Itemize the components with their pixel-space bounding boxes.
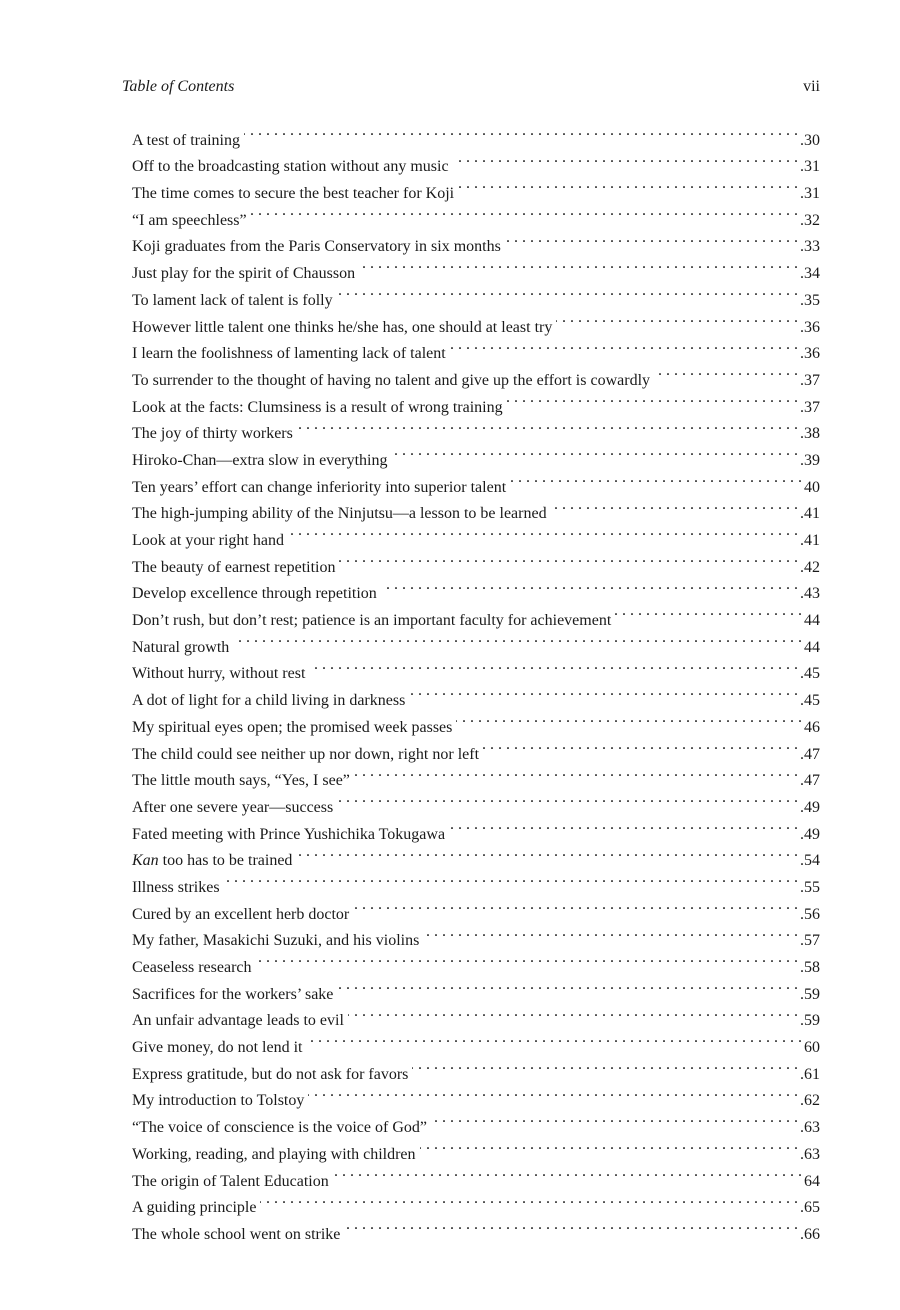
toc-entry-title-text: Ten years’ effort can change inferiority into superior talent — [132, 478, 507, 496]
dot-leader — [392, 438, 799, 465]
toc-entry — [132, 892, 820, 923]
dot-leader — [337, 278, 798, 305]
toc-entry-page: .30 — [800, 131, 820, 149]
table-of-contents — [132, 118, 820, 1243]
toc-entry-page: .62 — [800, 1092, 820, 1110]
dot-leader — [288, 518, 798, 545]
dot-leader — [296, 839, 798, 866]
toc-entry-title-text: My spiritual eyes open; the promised week passes — [132, 718, 453, 736]
toc-entry-title — [132, 875, 224, 902]
toc-entry-title-text: The time comes to secure the best teacher for Koji — [132, 185, 455, 203]
dot-leader — [431, 1105, 798, 1132]
toc-entry-title-text: Off to the broadcasting station without any music — [132, 158, 449, 176]
toc-entry-title-text: The high-jumping ability of the Ninjutsu—a lesson to be learned — [132, 505, 547, 523]
dot-leader — [251, 198, 798, 225]
toc-entry-title-text: To lament lack of talent is folly — [132, 291, 333, 309]
dot-leader — [654, 358, 798, 385]
toc-entry-title — [132, 128, 244, 155]
toc-entry-title — [132, 768, 354, 795]
dot-leader — [309, 652, 798, 679]
dot-leader — [224, 865, 798, 892]
toc-entry-title — [132, 448, 392, 475]
toc-entry-title-text: Develop excellence through repetition — [132, 585, 377, 603]
dot-leader — [344, 1212, 798, 1239]
dot-leader — [483, 732, 798, 759]
toc-entry-title — [132, 208, 251, 235]
dot-leader — [333, 1159, 802, 1186]
dot-leader — [297, 412, 798, 439]
toc-entry-title — [132, 288, 337, 315]
toc-entry-page: .47 — [800, 772, 820, 790]
toc-entry-page: .31 — [800, 158, 820, 176]
toc-entry-title — [132, 795, 337, 822]
toc-entry-page: .63 — [800, 1119, 820, 1137]
dot-leader — [337, 972, 798, 999]
toc-entry-page: .42 — [800, 558, 820, 576]
toc-entry-title — [132, 1035, 307, 1062]
toc-entry-page: .49 — [800, 825, 820, 843]
toc-entry-title-text: An unfair advantage leads to evil — [132, 1012, 344, 1030]
dot-leader — [510, 465, 802, 492]
toc-entry-page: 40 — [804, 478, 820, 496]
dot-leader — [339, 545, 798, 572]
toc-entry-title-text: “The voice of conscience is the voice of God” — [132, 1119, 427, 1137]
toc-entry-title-text: Look at the facts: Clumsiness is a result of wrong training — [132, 398, 503, 416]
dot-leader — [449, 812, 798, 839]
toc-entry-title — [132, 715, 456, 742]
toc-entry-page: 64 — [804, 1172, 820, 1190]
toc-entry-page: .59 — [800, 1012, 820, 1030]
dot-leader — [420, 1132, 798, 1159]
toc-entry-title-text: The origin of Talent Education — [132, 1172, 329, 1190]
toc-entry-title — [132, 955, 256, 982]
toc-entry-page: 46 — [804, 718, 820, 736]
toc-entry-title-text: Give money, do not lend it — [132, 1039, 303, 1057]
toc-entry-title-text: My introduction to Tolstoy — [132, 1092, 305, 1110]
toc-entry-page: .41 — [800, 505, 820, 523]
dot-leader — [551, 492, 798, 519]
toc-entry-page: .36 — [800, 345, 820, 363]
toc-entry-page: .31 — [800, 185, 820, 203]
toc-entry-page: .55 — [800, 878, 820, 896]
toc-entry-title-text: Working, reading, and playing with children — [132, 1145, 416, 1163]
toc-entry-page: .61 — [800, 1065, 820, 1083]
toc-entry-title-text: “I am speechless” — [132, 211, 247, 229]
dot-leader — [260, 1186, 798, 1213]
dot-leader — [507, 385, 798, 412]
dot-leader — [354, 759, 798, 786]
toc-entry-page: .59 — [800, 985, 820, 1003]
toc-entry-title-text: A dot of light for a child living in darkness — [132, 692, 406, 710]
dot-leader — [458, 171, 798, 198]
dot-leader — [308, 1079, 798, 1106]
toc-entry-title-text: Express gratitude, but do not ask for favors — [132, 1065, 409, 1083]
toc-entry-page: .56 — [800, 905, 820, 923]
dot-leader — [337, 785, 798, 812]
toc-entry-title — [132, 475, 510, 502]
running-head — [122, 78, 820, 102]
dot-leader — [450, 332, 798, 359]
toc-entry-page: .32 — [800, 211, 820, 229]
dot-leader — [423, 919, 798, 946]
toc-entry-title — [132, 341, 450, 368]
dot-leader — [453, 145, 798, 172]
dot-leader — [409, 678, 798, 705]
toc-entry-title — [132, 1115, 431, 1142]
dot-leader — [556, 305, 798, 332]
toc-entry-title — [132, 661, 309, 688]
dot-leader — [505, 225, 798, 252]
toc-entry-title-text: Don’t rush, but don’t rest; patience is an important faculty for achievement — [132, 612, 612, 630]
dot-leader — [307, 1025, 803, 1052]
toc-entry-page: .58 — [800, 959, 820, 976]
toc-entry-page: .65 — [800, 1199, 820, 1217]
toc-entry-title-text: Look at your right hand — [132, 532, 284, 549]
toc-entry-title-text: Hiroko-Chan—extra slow in everything — [132, 451, 388, 469]
toc-entry-page: .38 — [800, 425, 820, 443]
toc-entry-title-text: too has to be trained — [158, 852, 293, 870]
toc-entry-title — [132, 1195, 260, 1222]
toc-entry-title-text: After one severe year—success — [132, 798, 334, 816]
toc-entry-title-text: Just play for the spirit of Chausson — [132, 265, 356, 283]
toc-entry-title — [132, 688, 409, 715]
toc-entry-title-text: The joy of thirty workers — [132, 425, 293, 443]
toc-entry-title — [132, 528, 288, 555]
toc-entry — [132, 865, 820, 896]
toc-entry-title — [132, 581, 381, 608]
dot-leader — [353, 892, 798, 919]
toc-entry-page: .45 — [800, 692, 820, 710]
page-number: vii — [803, 78, 820, 95]
toc-entry-title-text: The little mouth says, “Yes, I see” — [132, 772, 350, 790]
toc-entry-title — [132, 421, 297, 448]
toc-entry-title-text: Cured by an excellent herb doctor — [132, 905, 350, 923]
toc-entry-title — [132, 982, 337, 1009]
toc-entry-title — [132, 154, 453, 181]
dot-leader — [244, 118, 798, 145]
toc-entry — [132, 118, 820, 149]
toc-entry-page: .43 — [800, 585, 820, 603]
toc-entry — [132, 652, 820, 683]
running-head-title: Table of Contents — [122, 78, 235, 95]
toc-entry-page: .37 — [800, 371, 820, 389]
toc-entry-title-text: The child could see neither up nor down, right nor left — [132, 745, 480, 763]
toc-entry-title — [132, 261, 359, 288]
toc-entry-page: .57 — [800, 932, 820, 950]
toc-entry-title-text: Fated meeting with Prince Yushichika Tokugawa — [132, 825, 446, 843]
toc-entry-page: 44 — [804, 612, 820, 630]
toc-entry-title-text: I learn the foolishness of lamenting lack of talent — [132, 345, 446, 363]
toc-entry-title — [132, 1222, 344, 1249]
toc-entry-title-text: Natural growth — [132, 638, 230, 656]
toc-entry-title-text: To surrender to the thought of having no talent and give up the effort is cowardly — [132, 371, 651, 389]
toc-entry — [132, 625, 820, 656]
dot-leader — [233, 625, 802, 652]
dot-leader — [348, 999, 798, 1026]
toc-entry-title-text: Koji graduates from the Paris Conservatory in six months — [132, 238, 501, 256]
toc-entry-page: .47 — [800, 745, 820, 763]
toc-entry-page: .41 — [800, 532, 820, 549]
toc-entry-page: .34 — [800, 265, 820, 283]
toc-entry-title-text: The beauty of earnest repetition — [132, 558, 336, 576]
toc-entry-title-text: Without hurry, without rest — [132, 665, 306, 683]
dot-leader — [615, 598, 802, 625]
toc-entry-title-text: Sacrifices for the workers’ sake — [132, 985, 334, 1003]
toc-entry-page: .63 — [800, 1145, 820, 1163]
toc-entry-page: .35 — [800, 291, 820, 309]
toc-entry-page: .39 — [800, 451, 820, 469]
toc-entry-page: 44 — [804, 638, 820, 656]
toc-entry-title — [132, 635, 233, 662]
toc-entry-page: .49 — [800, 798, 820, 816]
toc-entry-page: 60 — [804, 1039, 820, 1057]
toc-entry-title-text: However little talent one thinks he/she has, one should at least try — [132, 318, 553, 336]
dot-leader — [456, 705, 802, 732]
toc-entry-page: .45 — [800, 665, 820, 683]
toc-entry-page: .37 — [800, 398, 820, 416]
toc-entry-title-text: A guiding principle — [132, 1199, 257, 1217]
dot-leader — [256, 945, 799, 972]
toc-entry-page: .66 — [800, 1225, 820, 1243]
toc-entry-title — [132, 1088, 308, 1115]
dot-leader — [359, 251, 798, 278]
toc-entry-title-italic: Kan — [132, 852, 159, 870]
toc-entry-page: .33 — [800, 238, 820, 256]
toc-entry-title-text: My father, Masakichi Suzuki, and his violins — [132, 932, 420, 950]
dot-leader — [412, 1052, 798, 1079]
toc-entry-title — [132, 555, 339, 582]
toc-entry-title-text: Ceaseless research — [132, 959, 252, 976]
toc-entry-title-text: A test of training — [132, 131, 240, 149]
toc-entry-title-text: Illness strikes — [132, 878, 220, 896]
dot-leader — [381, 572, 798, 599]
toc-entry-title-text: The whole school went on strike — [132, 1225, 341, 1243]
toc-entry-page: .36 — [800, 318, 820, 336]
toc-entry-page: .54 — [800, 852, 820, 870]
toc-entry-title — [132, 902, 353, 929]
